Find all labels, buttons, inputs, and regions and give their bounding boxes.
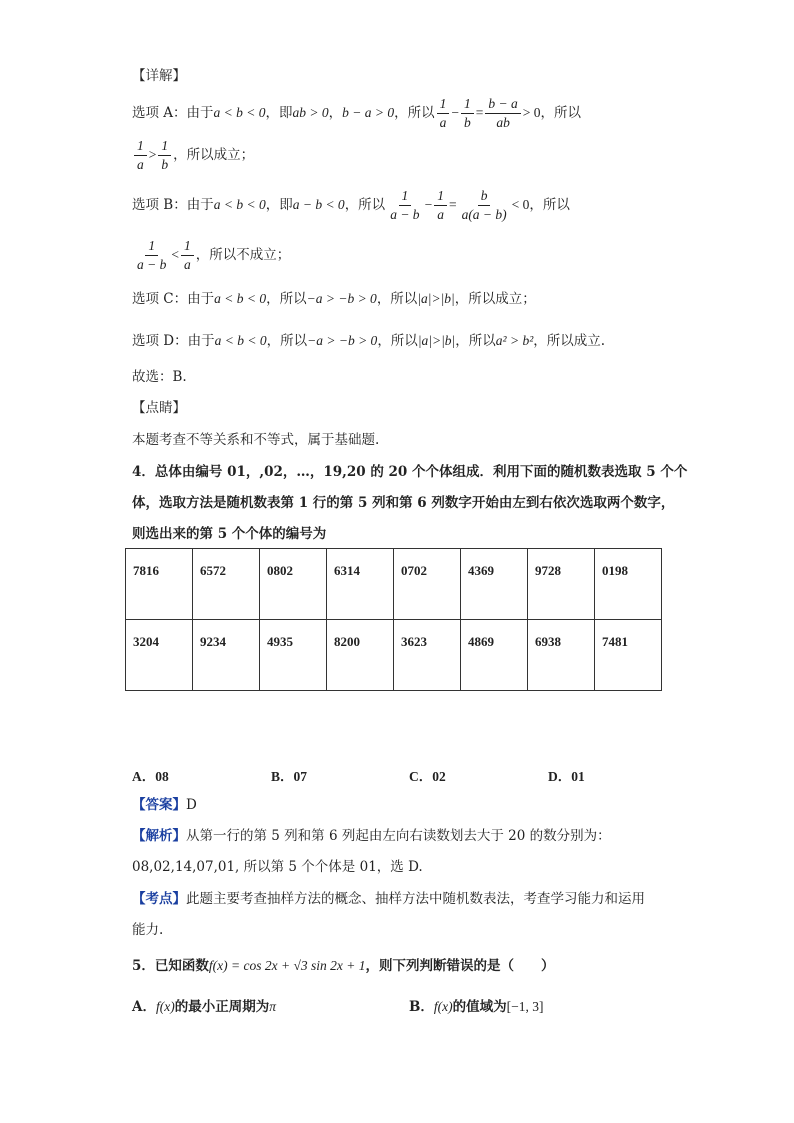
option-b-cond3: < 0 — [511, 197, 530, 212]
option-a-cond3: b − a > 0 — [342, 105, 395, 120]
option-d-conclusion: ，所以成立. — [533, 333, 606, 349]
option-c-cond3: |a|>|b| — [417, 291, 455, 306]
option-a-text1: ，即 — [265, 105, 293, 121]
option-b-text2: ，所以 — [344, 197, 386, 213]
option-b-l2-fraction-1: $\frac{1}{a - b}$ — [137, 237, 167, 272]
option-a-label: 选项 A：由于 — [132, 105, 214, 121]
q4-option-a[interactable]: A．08 — [132, 769, 169, 784]
option-a-text4: ，所以 — [540, 105, 582, 121]
table-cell: 8200 — [327, 620, 394, 691]
table-cell: 3623 — [394, 620, 461, 691]
table-cell: 0702 — [394, 549, 461, 620]
table-cell: 9728 — [528, 549, 595, 620]
option-b-fraction-1: $\frac{1}{a - b}$ — [390, 187, 420, 222]
q5-option-a-label: A． — [132, 999, 156, 1015]
q4-stem-line2: 体，选取方法是随机数表第 1 行的第 5 列和第 6 列数字开始由左到右依次选取两个数字， — [132, 495, 675, 511]
q4-option-b[interactable]: B．07 — [271, 769, 308, 784]
option-a-cond4: > 0 — [522, 105, 541, 120]
q5-option-b-label: B． — [409, 999, 434, 1015]
point-text: 本题考查不等关系和不等式，属于基础题. — [132, 432, 380, 448]
table-cell: 3204 — [126, 620, 193, 691]
option-c-label: 选项 C：由于 — [132, 291, 215, 307]
q5-option-a-func: f(x) — [155, 999, 175, 1014]
option-d-cond4: a² > b² — [495, 333, 534, 348]
answer-value: D — [186, 797, 197, 813]
table-cell: 7816 — [126, 549, 193, 620]
q4-answer — [132, 795, 197, 815]
q5-option-b-value: [−1, 3] — [506, 999, 544, 1014]
option-c-line — [132, 289, 536, 309]
table-cell: 0198 — [595, 549, 662, 620]
equals-sign: = — [475, 105, 484, 120]
equals-sign: = — [448, 197, 457, 212]
minus-sign: − — [451, 105, 460, 120]
table-row — [126, 549, 662, 620]
q5-option-b-func: f(x) — [433, 999, 453, 1014]
option-a-line2 — [132, 136, 254, 174]
option-a-conclusion: ，所以成立； — [173, 147, 255, 163]
option-d-cond3: |a|>|b| — [417, 333, 456, 348]
table-cell: 9234 — [193, 620, 260, 691]
choice-line: 故选：B. — [132, 369, 187, 385]
random-number-table — [125, 548, 662, 691]
option-b-fraction-2: $\frac{1}{a}$ — [434, 187, 447, 224]
heading-point: 【点睛】 — [132, 400, 186, 416]
answer-label: 【答案】 — [132, 797, 186, 813]
option-b-cond1: a < b < 0 — [213, 197, 266, 212]
q5-option-b[interactable] — [409, 997, 544, 1017]
option-c-text2: ，所以 — [376, 291, 418, 307]
q5-option-a-value: π — [269, 999, 276, 1014]
option-a-fraction-1: $\frac{1}{a}$ — [437, 95, 450, 132]
minus-sign: − — [424, 197, 433, 212]
heading-detail: 【详解】 — [132, 68, 186, 84]
option-a-fraction-3: $\frac{b - a}{ab}$ — [485, 95, 520, 132]
option-b-conclusion: ，所以不成立； — [195, 247, 291, 263]
table-cell: 4869 — [461, 620, 528, 691]
q4-option-c[interactable]: C．02 — [409, 769, 446, 784]
option-c-text1: ，所以 — [266, 291, 307, 307]
option-d-line — [132, 331, 605, 351]
option-b-l2-fraction-2: $\frac{1}{a}$ — [181, 237, 194, 274]
q4-analysis-line1 — [132, 826, 611, 846]
option-b-text1: ，即 — [265, 197, 293, 213]
option-a-fraction-2: $\frac{1}{b}$ — [461, 95, 474, 132]
option-c-cond1: a < b < 0 — [214, 291, 267, 306]
option-d-text2: ，所以 — [377, 333, 418, 349]
q5-suffix: ，则下列判断错误的是（ ） — [365, 958, 555, 974]
option-b-line1 — [132, 186, 570, 224]
option-b-label: 选项 B：由于 — [132, 197, 214, 213]
option-b-line2 — [132, 236, 290, 274]
option-b-text3: ，所以 — [529, 197, 570, 213]
option-a-cond2: ab > 0 — [292, 105, 329, 120]
option-d-text3: ，所以 — [455, 333, 496, 349]
option-c-cond2: −a > −b > 0 — [306, 291, 377, 306]
q4-stem-line3: 则选出来的第 5 个个体的编号为 — [132, 526, 327, 542]
q5-stem — [132, 956, 555, 976]
kaodian-label: 【考点】 — [132, 891, 186, 907]
q4-kaodian-line1 — [132, 889, 645, 909]
option-d-cond1: a < b < 0 — [214, 333, 267, 348]
table-cell: 4935 — [260, 620, 327, 691]
q4-kaodian-line2: 能力. — [132, 922, 164, 938]
option-d-text1: ，所以 — [266, 333, 308, 349]
table-row — [126, 620, 662, 691]
option-b-cond2: a − b < 0 — [292, 197, 345, 212]
option-a-l2-fraction-2: $\frac{1}{b}$ — [158, 137, 171, 174]
option-a-l2-fraction-1: $\frac{1}{a}$ — [134, 137, 147, 174]
option-c-conclusion: ，所以成立； — [454, 291, 536, 307]
table-cell: 6938 — [528, 620, 595, 691]
table-cell: 7481 — [595, 620, 662, 691]
option-d-cond2: −a > −b > 0 — [307, 333, 378, 348]
option-a-line1 — [132, 96, 581, 130]
table-cell: 0802 — [260, 549, 327, 620]
analysis-text: 从第一行的第 5 列和第 6 列起由左向右读数划去大于 20 的数分别为： — [186, 828, 611, 844]
option-d-label: 选项 D：由于 — [132, 333, 215, 349]
less-than-sign: < — [171, 247, 179, 262]
q5-prefix: 5．已知函数 — [132, 958, 209, 974]
q5-option-a-text: 的最小正周期为 — [174, 999, 270, 1015]
q5-option-a[interactable] — [132, 997, 276, 1017]
q4-stem-line1: 4．总体由编号 01，,02，…，19,20 的 20 个个体组成．利用下面的随机数表选取 5 个个 — [132, 464, 688, 480]
option-b-fraction-3: $\frac{b}{a(a - b)}$ — [461, 187, 507, 222]
q4-option-d[interactable]: D．01 — [548, 769, 585, 784]
greater-than-sign: > — [148, 147, 157, 162]
q5-option-b-text: 的值域为 — [452, 999, 507, 1015]
kaodian-text: 此题主要考查抽样方法的概念、抽样方法中随机数表法，考查学习能力和运用 — [186, 891, 645, 907]
q4-analysis-line2: 08,02,14,07,01, 所以第 5 个个体是 01，选 D. — [132, 859, 423, 875]
option-a-text2: ， — [328, 105, 343, 121]
option-a-cond1: a < b < 0 — [213, 105, 266, 120]
analysis-label: 【解析】 — [132, 828, 186, 844]
q5-formula: f(x) = cos 2x + √3 sin 2x + 1 — [208, 958, 366, 973]
table-cell: 4369 — [461, 549, 528, 620]
table-cell: 6314 — [327, 549, 394, 620]
table-cell: 6572 — [193, 549, 260, 620]
option-a-text3: ，所以 — [394, 105, 435, 121]
